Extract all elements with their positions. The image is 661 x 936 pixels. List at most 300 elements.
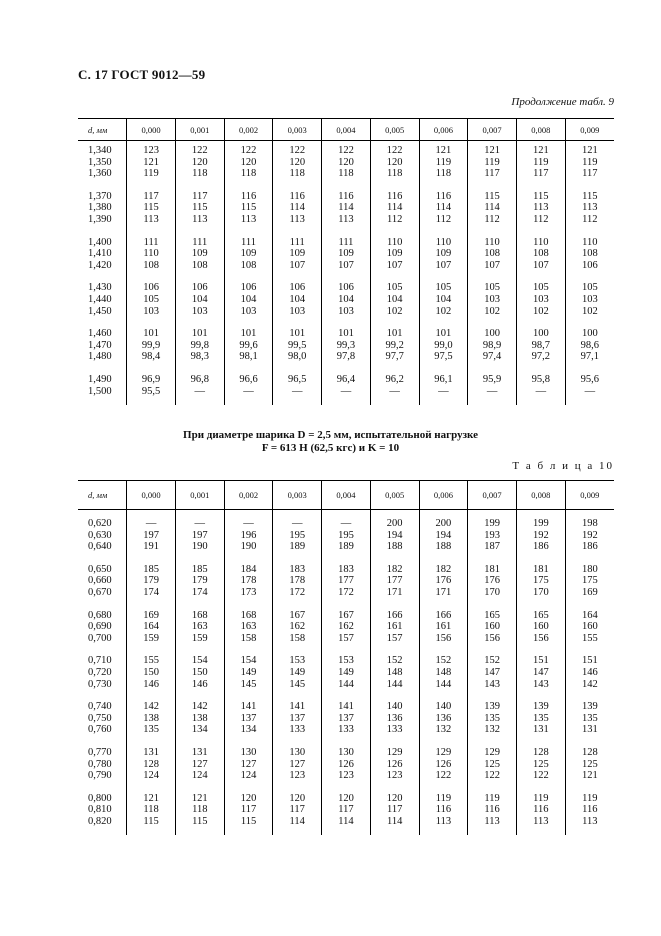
diameter-cell: 1,460 xyxy=(88,328,112,340)
hardness-cell: 114 xyxy=(468,202,517,214)
hardness-cell: 101 xyxy=(175,328,224,340)
hardness-cell: 100 xyxy=(516,328,565,340)
hardness-cell: 156 xyxy=(419,633,468,645)
hardness-cell: 122 xyxy=(468,770,517,782)
hardness-cell: 134 xyxy=(224,724,273,736)
spacer-cell xyxy=(175,782,224,793)
spacer-cell xyxy=(273,317,322,328)
column-header: 0,000 xyxy=(127,119,176,141)
spacer-cell xyxy=(468,271,517,282)
column-header: 0,009 xyxy=(565,119,614,141)
hardness-cell: 169 xyxy=(565,587,614,599)
hardness-cell: 162 xyxy=(273,621,322,633)
hardness-cell: 156 xyxy=(516,633,565,645)
hardness-cell: 106 xyxy=(224,282,273,294)
hardness-cell: 131 xyxy=(565,724,614,736)
hardness-cell: 103 xyxy=(468,294,517,306)
spacer-cell xyxy=(468,180,517,191)
column-header: 0,006 xyxy=(419,119,468,141)
hardness-cell: 188 xyxy=(419,541,468,553)
diameter-cell: 1,380 xyxy=(88,202,112,214)
hardness-cell: 117 xyxy=(322,804,371,816)
hardness-cell: 121 xyxy=(516,145,565,157)
hardness-cell: 130 xyxy=(322,747,371,759)
hardness-cell: 128 xyxy=(127,759,176,771)
table-row xyxy=(78,587,614,599)
hardness-cell: 107 xyxy=(322,260,371,272)
spacer-cell xyxy=(175,736,224,747)
diameter-cell: 0,670 xyxy=(88,586,112,598)
table-row xyxy=(78,633,614,645)
hardness-cell: 176 xyxy=(468,575,517,587)
spacer-cell xyxy=(322,690,371,701)
hardness-cell: 121 xyxy=(468,145,517,157)
hardness-cell: 101 xyxy=(273,328,322,340)
spacer-cell xyxy=(565,397,614,405)
spacer-cell xyxy=(468,226,517,237)
hardness-cell: 125 xyxy=(565,759,614,771)
hardness-cell: 151 xyxy=(565,655,614,667)
hardness-cell: 171 xyxy=(419,587,468,599)
hardness-cell: 122 xyxy=(516,770,565,782)
hardness-cell: — xyxy=(175,386,224,398)
hardness-cell: 144 xyxy=(370,679,419,691)
hardness-table-9 xyxy=(78,118,614,405)
hardness-cell: 131 xyxy=(516,724,565,736)
diameter-cell: 0,760 xyxy=(88,724,112,736)
hardness-cell: 104 xyxy=(322,294,371,306)
hardness-cell: 124 xyxy=(224,770,273,782)
hardness-cell: 111 xyxy=(224,237,273,249)
diameter-cell: 0,650 xyxy=(88,563,112,575)
hardness-cell: 115 xyxy=(516,191,565,203)
table-row xyxy=(78,145,614,157)
hardness-cell: 113 xyxy=(419,816,468,828)
column-header: 0,001 xyxy=(175,481,224,510)
hardness-cell: 113 xyxy=(468,816,517,828)
spacer-cell xyxy=(224,180,273,191)
hardness-cell: 113 xyxy=(224,214,273,226)
spacer-cell xyxy=(127,363,176,374)
hardness-cell: 160 xyxy=(468,621,517,633)
hardness-cell: 141 xyxy=(273,701,322,713)
spacer-cell xyxy=(370,827,419,835)
hardness-cell: 98,7 xyxy=(516,340,565,352)
table-row xyxy=(78,191,614,203)
hardness-cell: 132 xyxy=(468,724,517,736)
hardness-cell: 135 xyxy=(516,713,565,725)
diameter-cell: 0,790 xyxy=(88,770,112,782)
spacer-cell xyxy=(78,599,127,610)
column-header: 0,004 xyxy=(322,481,371,510)
hardness-cell: 156 xyxy=(468,633,517,645)
spacer-cell xyxy=(565,553,614,564)
hardness-cell: 132 xyxy=(419,724,468,736)
hardness-cell: 95,9 xyxy=(468,374,517,386)
hardness-cell: 135 xyxy=(565,713,614,725)
hardness-cell: 97,7 xyxy=(370,351,419,363)
hardness-cell: 109 xyxy=(322,248,371,260)
spacer-cell xyxy=(224,226,273,237)
spacer-cell xyxy=(468,363,517,374)
hardness-cell: 166 xyxy=(419,610,468,622)
hardness-cell: 114 xyxy=(322,202,371,214)
table-row xyxy=(78,248,614,260)
hardness-cell: 113 xyxy=(565,202,614,214)
hardness-cell: 141 xyxy=(224,701,273,713)
spacer-cell xyxy=(322,397,371,405)
hardness-cell: 103 xyxy=(322,306,371,318)
hardness-cell: 195 xyxy=(273,530,322,542)
table-row xyxy=(78,770,614,782)
spacer-cell xyxy=(565,736,614,747)
hardness-cell: 111 xyxy=(127,237,176,249)
hardness-cell: 186 xyxy=(516,541,565,553)
spacer-cell xyxy=(516,599,565,610)
spacer-cell xyxy=(224,644,273,655)
spacer-cell xyxy=(565,510,614,519)
hardness-cell: 119 xyxy=(516,793,565,805)
spacer-cell xyxy=(516,553,565,564)
hardness-cell: — xyxy=(322,386,371,398)
hardness-cell: 187 xyxy=(468,541,517,553)
hardness-cell: 186 xyxy=(565,541,614,553)
hardness-cell: 107 xyxy=(516,260,565,272)
hardness-cell: 195 xyxy=(322,530,371,542)
spacer-cell xyxy=(175,180,224,191)
spacer-cell xyxy=(175,644,224,655)
spacer-cell xyxy=(127,782,176,793)
spacer-cell xyxy=(468,736,517,747)
hardness-cell: 135 xyxy=(127,724,176,736)
spacer-cell xyxy=(516,363,565,374)
hardness-cell: 110 xyxy=(370,237,419,249)
hardness-cell: 168 xyxy=(224,610,273,622)
table-row xyxy=(78,340,614,352)
hardness-cell: 117 xyxy=(175,191,224,203)
hardness-cell: 120 xyxy=(224,157,273,169)
spacer-cell xyxy=(419,599,468,610)
hardness-cell: 119 xyxy=(419,157,468,169)
table-10-title: Т а б л и ц а 10 xyxy=(512,460,614,472)
diameter-cell: 0,660 xyxy=(88,575,112,587)
spacer-cell xyxy=(565,180,614,191)
spacer-cell xyxy=(322,782,371,793)
hardness-cell: 102 xyxy=(419,306,468,318)
hardness-cell: 114 xyxy=(370,202,419,214)
hardness-cell: 112 xyxy=(565,214,614,226)
spacer-cell xyxy=(78,827,127,835)
hardness-cell: 114 xyxy=(273,202,322,214)
diameter-cell: 0,820 xyxy=(88,815,112,827)
spacer-cell xyxy=(322,317,371,328)
hardness-cell: 166 xyxy=(370,610,419,622)
table-row xyxy=(78,575,614,587)
diameter-cell: 0,800 xyxy=(88,792,112,804)
column-header: 0,002 xyxy=(224,481,273,510)
diameter-cell: 1,480 xyxy=(88,351,112,363)
diameter-cell: 1,360 xyxy=(88,168,112,180)
hardness-cell: 110 xyxy=(565,237,614,249)
hardness-cell: 137 xyxy=(322,713,371,725)
hardness-cell: 184 xyxy=(224,564,273,576)
hardness-cell: 105 xyxy=(516,282,565,294)
hardness-cell: 138 xyxy=(127,713,176,725)
spacer-cell xyxy=(127,271,176,282)
hardness-cell: 107 xyxy=(273,260,322,272)
spacer-cell xyxy=(516,644,565,655)
hardness-cell: 118 xyxy=(419,168,468,180)
hardness-cell: 139 xyxy=(516,701,565,713)
hardness-cell: 155 xyxy=(127,655,176,667)
hardness-cell: 115 xyxy=(468,191,517,203)
hardness-cell: 118 xyxy=(370,168,419,180)
hardness-cell: 114 xyxy=(419,202,468,214)
spacer-cell xyxy=(322,599,371,610)
hardness-cell: 190 xyxy=(224,541,273,553)
hardness-cell: 129 xyxy=(419,747,468,759)
hardness-cell: 158 xyxy=(273,633,322,645)
spacer-cell xyxy=(468,644,517,655)
hardness-cell: 189 xyxy=(273,541,322,553)
spacer-cell xyxy=(175,271,224,282)
table-row xyxy=(78,621,614,633)
table-row xyxy=(78,214,614,226)
hardness-cell: 130 xyxy=(224,747,273,759)
hardness-cell: 185 xyxy=(175,564,224,576)
hardness-cell: 128 xyxy=(565,747,614,759)
hardness-cell: 140 xyxy=(419,701,468,713)
table-row xyxy=(78,655,614,667)
hardness-cell: 133 xyxy=(273,724,322,736)
hardness-cell: 122 xyxy=(175,145,224,157)
hardness-cell: 126 xyxy=(322,759,371,771)
table-row xyxy=(78,374,614,386)
table-continuation-label: Продолжение табл. 9 xyxy=(511,96,614,108)
hardness-cell: 117 xyxy=(127,191,176,203)
diameter-cell: 1,390 xyxy=(88,213,112,225)
hardness-cell: 114 xyxy=(273,816,322,828)
spacer-cell xyxy=(419,736,468,747)
table-row xyxy=(78,724,614,736)
hardness-cell: 106 xyxy=(127,282,176,294)
diameter-cell: 1,470 xyxy=(88,339,112,351)
hardness-cell: 97,1 xyxy=(565,351,614,363)
hardness-cell: 174 xyxy=(175,587,224,599)
spacer-cell xyxy=(322,827,371,835)
hardness-cell: 167 xyxy=(322,610,371,622)
spacer-cell xyxy=(127,510,176,519)
spacer-cell xyxy=(78,782,127,793)
hardness-cell: 151 xyxy=(516,655,565,667)
hardness-cell: 150 xyxy=(127,667,176,679)
hardness-cell: — xyxy=(516,386,565,398)
hardness-cell: 109 xyxy=(175,248,224,260)
hardness-cell: 113 xyxy=(516,202,565,214)
spacer-cell xyxy=(78,690,127,701)
table-row xyxy=(78,260,614,272)
column-header: d, мм xyxy=(78,481,127,510)
column-header: 0,003 xyxy=(273,481,322,510)
hardness-cell: 107 xyxy=(419,260,468,272)
spacer-cell xyxy=(370,644,419,655)
spacer-cell xyxy=(322,271,371,282)
hardness-cell: 109 xyxy=(370,248,419,260)
hardness-cell: 104 xyxy=(273,294,322,306)
table-row xyxy=(78,667,614,679)
hardness-cell: 102 xyxy=(565,306,614,318)
hardness-cell: 103 xyxy=(127,306,176,318)
spacer-cell xyxy=(127,690,176,701)
caption-line-1: При диаметре шарика D = 2,5 мм, испытательной нагрузке xyxy=(183,429,478,441)
spacer-cell xyxy=(322,644,371,655)
hardness-cell: — xyxy=(370,386,419,398)
spacer-cell xyxy=(419,397,468,405)
spacer-cell xyxy=(468,317,517,328)
column-header: 0,007 xyxy=(468,119,517,141)
hardness-cell: 149 xyxy=(224,667,273,679)
spacer-cell xyxy=(468,690,517,701)
spacer-cell xyxy=(78,510,127,519)
spacer-cell xyxy=(516,180,565,191)
spacer-cell xyxy=(370,271,419,282)
hardness-cell: 112 xyxy=(370,214,419,226)
table-row xyxy=(78,386,614,398)
table-row xyxy=(78,610,614,622)
hardness-cell: 152 xyxy=(419,655,468,667)
table-row xyxy=(78,237,614,249)
hardness-cell: 123 xyxy=(322,770,371,782)
hardness-cell: 104 xyxy=(175,294,224,306)
hardness-cell: 106 xyxy=(175,282,224,294)
hardness-cell: 124 xyxy=(175,770,224,782)
hardness-cell: 146 xyxy=(127,679,176,691)
table-row xyxy=(78,713,614,725)
spacer-cell xyxy=(565,827,614,835)
diameter-cell: 0,640 xyxy=(88,541,112,553)
column-header: 0,006 xyxy=(419,481,468,510)
hardness-cell: 179 xyxy=(127,575,176,587)
diameter-cell: 0,810 xyxy=(88,804,112,816)
hardness-cell: 125 xyxy=(468,759,517,771)
hardness-cell: 122 xyxy=(273,145,322,157)
hardness-cell: 145 xyxy=(224,679,273,691)
hardness-cell: 157 xyxy=(322,633,371,645)
column-header: d, мм xyxy=(78,119,127,141)
hardness-cell: 200 xyxy=(419,518,468,530)
hardness-cell: 194 xyxy=(370,530,419,542)
hardness-cell: 198 xyxy=(565,518,614,530)
hardness-cell: 121 xyxy=(175,793,224,805)
hardness-cell: 116 xyxy=(516,804,565,816)
hardness-cell: 116 xyxy=(273,191,322,203)
hardness-cell: 177 xyxy=(322,575,371,587)
spacer-cell xyxy=(468,553,517,564)
hardness-cell: 99,0 xyxy=(419,340,468,352)
hardness-cell: 111 xyxy=(322,237,371,249)
spacer-cell xyxy=(175,317,224,328)
table-row xyxy=(78,294,614,306)
spacer-cell xyxy=(516,690,565,701)
table-row xyxy=(78,518,614,530)
spacer-cell xyxy=(565,317,614,328)
hardness-cell: 144 xyxy=(419,679,468,691)
hardness-cell: 144 xyxy=(322,679,371,691)
hardness-cell: 191 xyxy=(127,541,176,553)
hardness-cell: 99,8 xyxy=(175,340,224,352)
diameter-cell: 1,500 xyxy=(88,385,112,397)
spacer-cell xyxy=(127,736,176,747)
hardness-cell: 118 xyxy=(273,168,322,180)
hardness-cell: 143 xyxy=(516,679,565,691)
hardness-cell: 197 xyxy=(127,530,176,542)
spacer-cell xyxy=(175,690,224,701)
hardness-cell: 116 xyxy=(565,804,614,816)
hardness-cell: 98,0 xyxy=(273,351,322,363)
spacer-cell xyxy=(127,397,176,405)
hardness-cell: 120 xyxy=(370,793,419,805)
hardness-cell: 131 xyxy=(127,747,176,759)
hardness-cell: 114 xyxy=(370,816,419,828)
spacer-cell xyxy=(468,397,517,405)
hardness-cell: 120 xyxy=(224,793,273,805)
spacer-cell xyxy=(224,599,273,610)
spacer-cell xyxy=(516,317,565,328)
hardness-cell: 148 xyxy=(370,667,419,679)
hardness-cell: 192 xyxy=(516,530,565,542)
hardness-cell: 142 xyxy=(175,701,224,713)
spacer-cell xyxy=(516,827,565,835)
hardness-cell: 99,9 xyxy=(127,340,176,352)
hardness-cell: 126 xyxy=(370,759,419,771)
spacer-cell xyxy=(516,226,565,237)
hardness-cell: 98,6 xyxy=(565,340,614,352)
hardness-cell: 101 xyxy=(370,328,419,340)
column-header: 0,008 xyxy=(516,119,565,141)
hardness-cell: 172 xyxy=(273,587,322,599)
hardness-cell: 164 xyxy=(127,621,176,633)
hardness-cell: 118 xyxy=(127,804,176,816)
spacer-cell xyxy=(419,317,468,328)
diameter-cell: 1,370 xyxy=(88,190,112,202)
hardness-cell: 103 xyxy=(565,294,614,306)
hardness-cell: 120 xyxy=(273,157,322,169)
hardness-cell: 95,6 xyxy=(565,374,614,386)
hardness-cell: 116 xyxy=(322,191,371,203)
hardness-cell: 123 xyxy=(127,145,176,157)
spacer-cell xyxy=(273,271,322,282)
hardness-cell: 117 xyxy=(273,804,322,816)
spacer-cell xyxy=(370,599,419,610)
hardness-cell: 197 xyxy=(175,530,224,542)
hardness-cell: 108 xyxy=(127,260,176,272)
hardness-cell: 162 xyxy=(322,621,371,633)
spacer-cell xyxy=(516,271,565,282)
hardness-cell: 123 xyxy=(370,770,419,782)
hardness-cell: 116 xyxy=(370,191,419,203)
spacer-cell xyxy=(175,510,224,519)
spacer-cell xyxy=(127,226,176,237)
spacer-cell xyxy=(322,226,371,237)
hardness-cell: 142 xyxy=(565,679,614,691)
hardness-cell: 122 xyxy=(370,145,419,157)
hardness-cell: 183 xyxy=(273,564,322,576)
hardness-cell: 141 xyxy=(322,701,371,713)
hardness-cell: 152 xyxy=(370,655,419,667)
hardness-cell: 125 xyxy=(516,759,565,771)
spacer-cell xyxy=(273,736,322,747)
hardness-cell: 105 xyxy=(565,282,614,294)
